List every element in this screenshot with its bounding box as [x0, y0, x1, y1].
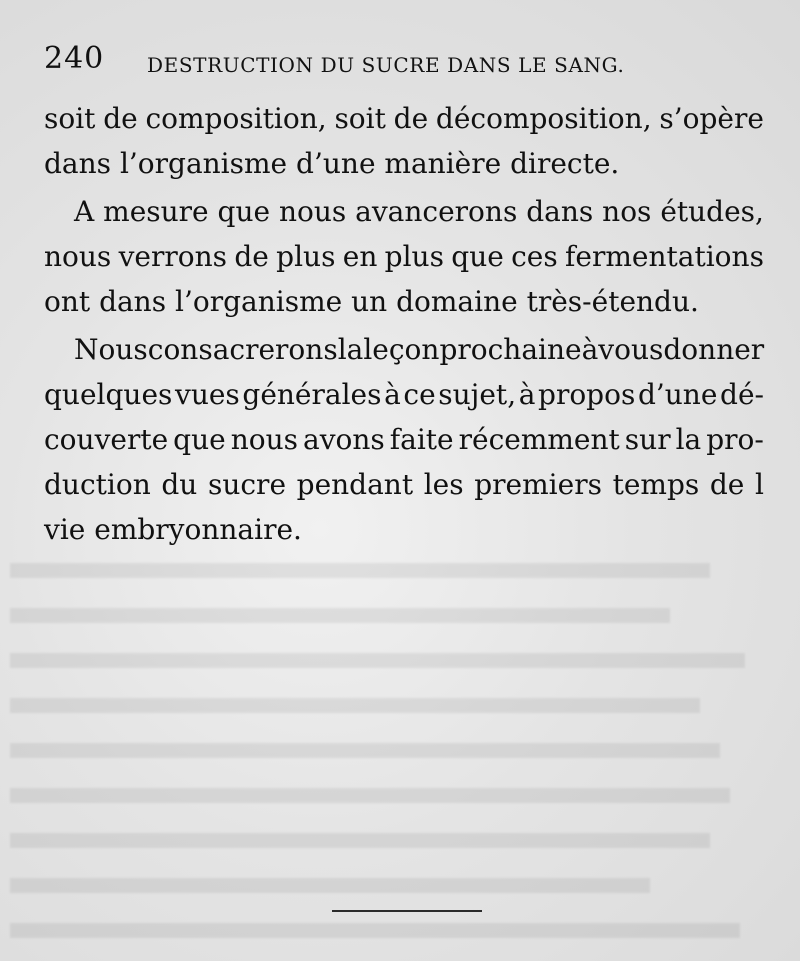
word: manière: [384, 147, 502, 180]
word: consacrerons: [147, 333, 338, 366]
bleed-through-texture: [0, 545, 800, 961]
word: propos: [538, 378, 636, 411]
word: vous: [598, 333, 664, 366]
word: faite: [389, 423, 454, 456]
running-title: DESTRUCTION DU SUCRE DANS LE SANG.: [147, 53, 625, 77]
word: avancerons: [355, 195, 518, 228]
word: dans: [99, 285, 167, 318]
word: verrons: [118, 240, 228, 273]
word: en: [342, 240, 378, 273]
body-text: [44, 96, 764, 552]
word: récemment: [458, 423, 620, 456]
word: duction: [44, 468, 151, 501]
text-line: [44, 417, 764, 462]
paragraph: [44, 189, 764, 324]
word: ce: [403, 378, 436, 411]
word: un: [351, 285, 388, 318]
word: de: [393, 102, 429, 135]
word: dans: [44, 147, 112, 180]
text-line: [44, 327, 764, 372]
word: Nous: [74, 333, 148, 366]
word: à: [581, 333, 599, 366]
word: nos: [602, 195, 652, 228]
horizontal-rule: [332, 910, 482, 912]
text-line: [44, 507, 764, 552]
word: les: [423, 468, 464, 501]
word: temps: [612, 468, 700, 501]
word: nous: [230, 423, 298, 456]
word: s’opère: [659, 102, 764, 135]
word: soit: [334, 102, 386, 135]
text-line: [44, 141, 764, 186]
word: nous: [44, 240, 112, 273]
word: plus: [384, 240, 444, 273]
word: que: [451, 240, 504, 273]
word: de: [103, 102, 138, 135]
text-line: [44, 462, 764, 507]
word: avons: [303, 423, 385, 456]
word: à: [518, 378, 536, 411]
word: domaine: [396, 285, 518, 318]
word: que: [217, 195, 271, 228]
word: la: [675, 423, 702, 456]
word: plus: [276, 240, 336, 273]
paragraph: [44, 327, 764, 552]
word: sucre: [207, 468, 287, 501]
word: du: [161, 468, 198, 501]
text-line: [44, 96, 764, 141]
word: dans: [526, 195, 594, 228]
word: à: [384, 378, 401, 411]
word: dé-: [720, 378, 764, 411]
text-line: [44, 189, 764, 234]
page-number: 240: [44, 41, 105, 76]
paragraph: [44, 96, 764, 186]
word: ont: [44, 285, 91, 318]
word: pro-: [706, 423, 764, 456]
word: quelques: [44, 378, 173, 411]
text-line: [44, 372, 764, 417]
word: ces: [511, 240, 558, 273]
word: composition,: [145, 102, 327, 135]
word: fermentations: [565, 240, 764, 273]
word: premiers: [474, 468, 602, 501]
word: l’organisme: [119, 147, 288, 180]
word: embryonnaire.: [94, 513, 302, 546]
word: décomposition,: [435, 102, 652, 135]
word: que: [173, 423, 226, 456]
word: de: [709, 468, 745, 501]
word: soit: [44, 102, 96, 135]
word: donner: [663, 333, 765, 366]
word: sur: [624, 423, 671, 456]
word: A: [74, 195, 95, 228]
word: d’une: [637, 378, 718, 411]
word: pendant: [296, 468, 414, 501]
word: prochaine: [439, 333, 582, 366]
word: vues: [175, 378, 240, 411]
word: de: [234, 240, 269, 273]
word: d’une: [296, 147, 376, 180]
word: générales: [242, 378, 382, 411]
word: leçon: [363, 333, 440, 366]
word: directe.: [510, 147, 620, 180]
word: couverte: [44, 423, 169, 456]
text-line: [44, 234, 764, 279]
word: la: [337, 333, 364, 366]
word: mesure: [103, 195, 209, 228]
word: très-étendu.: [526, 285, 699, 318]
word: études,: [660, 195, 764, 228]
word: nous: [278, 195, 347, 228]
word: vie: [44, 513, 86, 546]
word: sujet,: [438, 378, 517, 411]
page-header: [44, 43, 774, 83]
text-line: [44, 279, 764, 324]
word: l’organisme: [175, 285, 343, 318]
word: l: [755, 468, 764, 501]
